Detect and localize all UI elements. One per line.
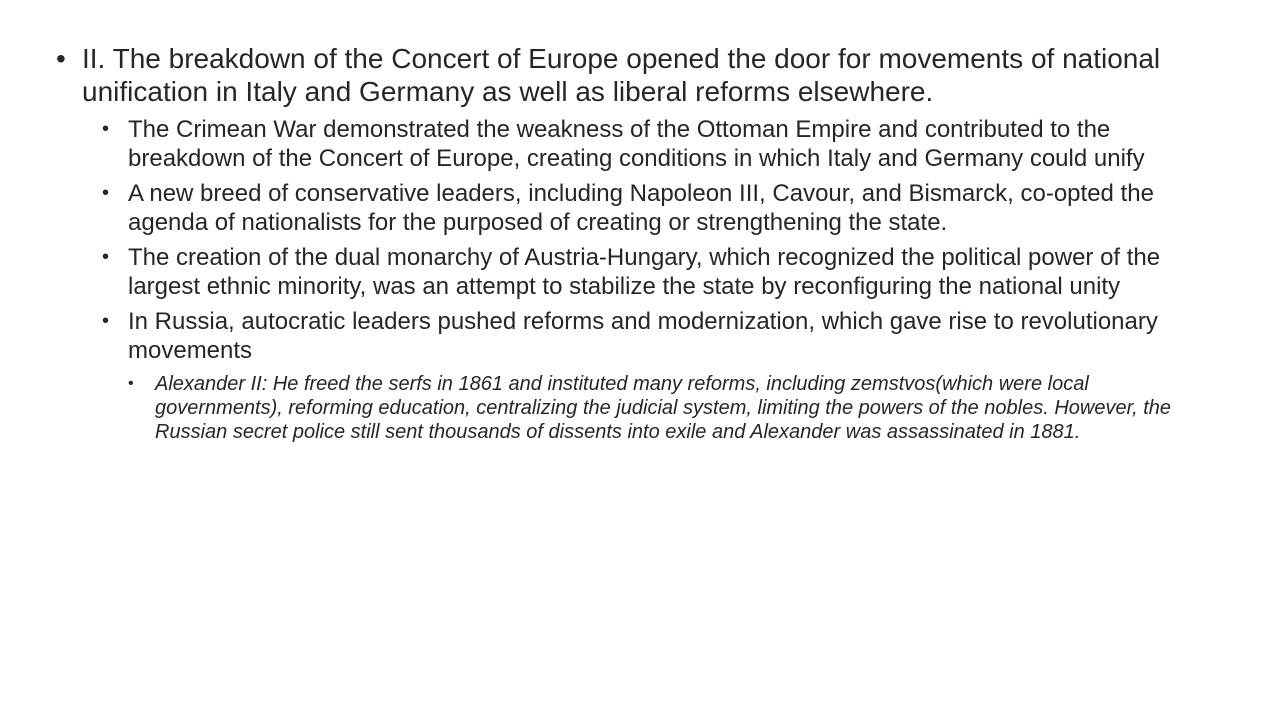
bullet-icon: • [102, 310, 110, 332]
bullet-text: A new breed of conservative leaders, including Napoleon III, Cavour, and Bismarck, co-opted the agenda of nationalists for the purposed of creating or strengthening the state. [128, 180, 1154, 236]
bullet-icon: • [102, 182, 110, 204]
bullet-text: II. The breakdown of the Concert of Europe opened the door for movements of national unification in Italy and Germany as well as liberal reforms elsewhere. [82, 43, 1161, 107]
bullet-item-main [56, 42, 1216, 444]
bullet-text: The Crimean War demonstrated the weakness of the Ottoman Empire and contributed to the breakdown of the Concert of Europe, creating conditions in which Italy and Germany could unify [128, 116, 1145, 172]
bullet-icon: • [128, 375, 134, 392]
bullet-list-level-1 [56, 42, 1216, 450]
bullet-list-level-2 [102, 115, 1216, 444]
bullet-text: In Russia, autocratic leaders pushed reforms and modernization, which gave rise to revolutionary movements [128, 308, 1158, 364]
bullet-text: The creation of the dual monarchy of Austria-Hungary, which recognized the political power of the largest ethnic minority, was an attempt to stabilize the state by reconfiguring the national unity [128, 244, 1161, 300]
bullet-item-russia [102, 307, 1216, 444]
bullet-item-conservative-leaders [102, 179, 1216, 237]
bullet-icon: • [56, 43, 66, 74]
bullet-icon: • [102, 118, 110, 140]
bullet-list-level-3 [128, 372, 1216, 444]
bullet-icon: • [102, 246, 110, 268]
bullet-item-crimean-war [102, 115, 1216, 173]
bullet-text: Alexander II: He freed the serfs in 1861 and instituted many reforms, including zemstvos(which were local governments), reforming education, centralizing the judicial system, limiting the powers of the nobles. However, the Russian secret police still sent thousands of dissents into exile and Alexander was assassinated in 1881. [155, 373, 1172, 443]
bullet-item-alexander-ii [128, 372, 1216, 444]
bullet-item-austria-hungary [102, 243, 1216, 301]
